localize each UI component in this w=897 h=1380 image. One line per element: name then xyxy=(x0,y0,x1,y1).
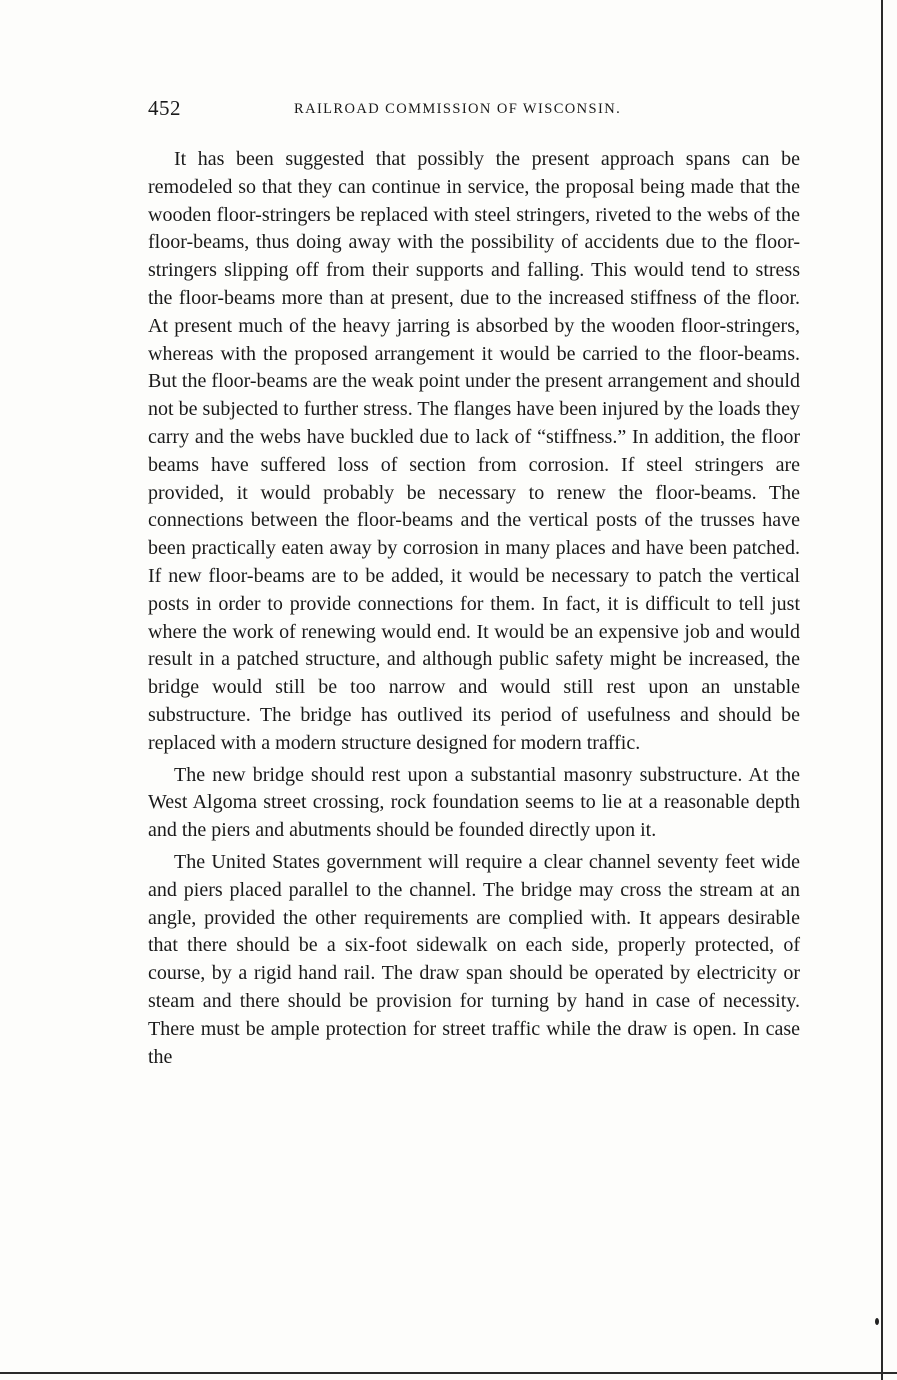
scan-speck xyxy=(875,1318,879,1325)
page-number: 452 xyxy=(148,96,181,120)
page-header xyxy=(148,96,803,126)
page-edge-right xyxy=(881,0,883,1380)
body-text xyxy=(148,146,800,1075)
page-edge-bottom xyxy=(0,1372,897,1374)
paragraph-substructure: The new bridge should rest upon a substantial masonry substructure. At the West Algoma street crossing, rock foundation seems to lie at a reasonable depth and the piers and abutments should be founded directly upon it. xyxy=(148,763,800,842)
paragraph-approach-spans: It has been suggested that possibly the present approach spans can be remodeled so that they can continue in service, the proposal being made that the wooden floor-stringers be replaced with steel stringers, riveted to the webs of the floor-beams, thus doing away with the possibility of accidents due to the floor-stringers slipping off from their supports and falling. This would tend to stress the floor-beams more than at present, due to the increased stiffness of the floor. At present much of the heavy jarring is absorbed by the wooden floor-stringers, whereas with the proposed arrangement it would be carried to the floor-beams. But the floor-beams are the weak point under the present arrangement and should not be subjected to further stress. The flanges have been injured by the loads they carry and the webs have buckled due to lack of “stiffness.” In addition, the floor beams have suffered loss of section from corrosion. If steel stringers are provided, it would probably be necessary to renew the floor-beams. The connections between the floor-beams and the vertical posts of the trusses have been practically eaten away by corrosion in many places and have been patched. If new floor-beams are to be added, it would be necessary to patch the vertical posts in order to provide connections for them. In fact, it is difficult to tell just where the work of renewing would end. It would be an expensive job and would result in a patched structure, and although public safety might be increased, the bridge would still be too narrow and would still rest upon an unstable substructure. The bridge has outlived its period of usefulness and should be replaced with a modern structure designed for modern traffic. xyxy=(148,148,800,754)
running-title: RAILROAD COMMISSION OF WISCONSIN. xyxy=(294,101,622,117)
paragraph-government-requirements: The United States government will require a clear channel seventy feet wide and piers placed parallel to the channel. The bridge may cross the stream at an angle, provided the other requirements are complied with. It appears desirable that there should be a six-foot sidewalk on each side, properly protected, of course, by a rigid hand rail. The draw span should be operated by electricity or steam and there should be provision for turning by hand in case of necessity. There must be ample protection for street traffic while the draw is open. In case the xyxy=(148,850,800,1068)
